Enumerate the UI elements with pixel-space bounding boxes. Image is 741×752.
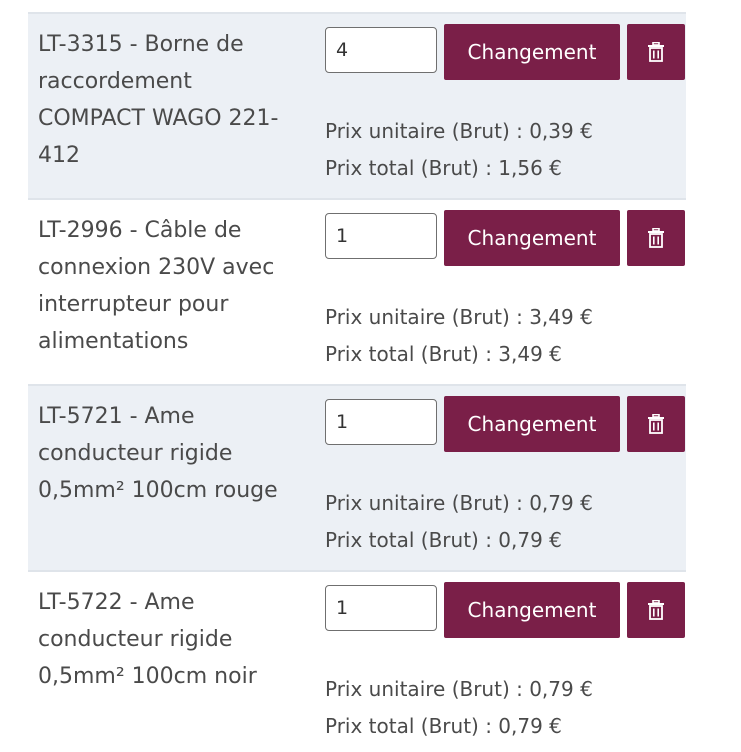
change-button[interactable]: Changement xyxy=(444,24,620,80)
unit-price: Prix unitaire (Brut) : 3,49 € xyxy=(325,305,593,329)
total-price: Prix total (Brut) : 0,79 € xyxy=(325,528,562,552)
cart-row xyxy=(28,384,686,572)
unit-price: Prix unitaire (Brut) : 0,79 € xyxy=(325,491,593,515)
delete-button[interactable] xyxy=(627,24,685,80)
trash-icon xyxy=(647,600,665,620)
quantity-input[interactable] xyxy=(325,213,437,259)
item-name: LT-3315 - Borne de raccordement COMPACT WAGO 221-412 xyxy=(38,32,279,168)
change-button[interactable]: Changement xyxy=(444,210,620,266)
unit-price: Prix unitaire (Brut) : 0,39 € xyxy=(325,119,593,143)
delete-button[interactable] xyxy=(627,582,685,638)
quantity-input[interactable] xyxy=(325,27,437,73)
item-name: LT-5721 - Ame conducteur rigide 0,5mm² 100cm rouge xyxy=(38,404,278,503)
delete-button[interactable] xyxy=(627,396,685,452)
total-price: Prix total (Brut) : 1,56 € xyxy=(325,156,562,180)
cart-row xyxy=(28,12,686,200)
quantity-input[interactable] xyxy=(325,585,437,631)
quantity-input[interactable] xyxy=(325,399,437,445)
item-name: LT-2996 - Câble de connexion 230V avec interrupteur pour alimentations xyxy=(38,218,275,354)
trash-icon xyxy=(647,42,665,62)
unit-price: Prix unitaire (Brut) : 0,79 € xyxy=(325,677,593,701)
delete-button[interactable] xyxy=(627,210,685,266)
change-button[interactable]: Changement xyxy=(444,582,620,638)
trash-icon xyxy=(647,414,665,434)
total-price: Prix total (Brut) : 3,49 € xyxy=(325,342,562,366)
item-name: LT-5722 - Ame conducteur rigide 0,5mm² 100cm noir xyxy=(38,590,257,689)
cart-row xyxy=(28,198,686,386)
change-button[interactable]: Changement xyxy=(444,396,620,452)
cart-row xyxy=(28,570,686,752)
trash-icon xyxy=(647,228,665,248)
total-price: Prix total (Brut) : 0,79 € xyxy=(325,714,562,738)
